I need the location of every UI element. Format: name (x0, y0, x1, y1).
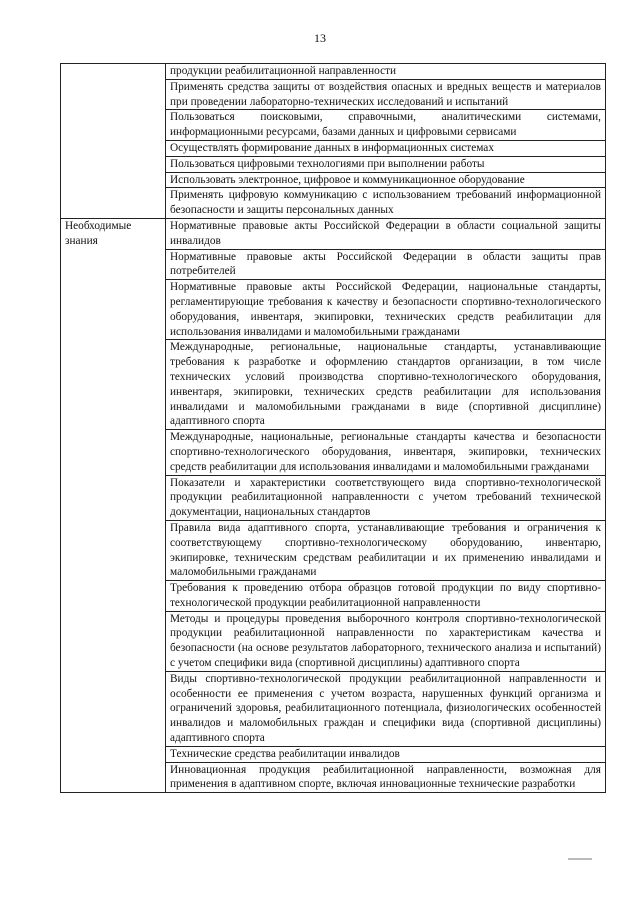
skill-item: Использовать электронное, цифровое и коммуникационное оборудование (166, 172, 606, 188)
table-row (61, 218, 606, 249)
skills-label-cell (61, 64, 166, 219)
skill-item: Пользоваться цифровыми технологиями при выполнении работы (166, 156, 606, 172)
competency-table (60, 63, 606, 793)
skill-item: продукции реабилитационной направленности (166, 64, 606, 80)
skill-item: Применять средства защиты от воздействия опасных и вредных веществ и материалов при проведении лабораторно-технических исследований и испытаний (166, 79, 606, 110)
knowledge-item: Нормативные правовые акты Российской Федерации в области социальной защиты инвалидов (166, 218, 606, 249)
knowledge-item: Международные, региональные, национальные стандарты, устанавливающие требования к разработке и оформлению стандартов организации, в том числе технических условий производства спортивно-технологического оборудования, инвентаря, экипировки, технических средств реабилитации для использования инвалидами и маломобильными гражданами в виде (спортивной дисциплине) адаптивного спорта (166, 340, 606, 430)
knowledge-item: Показатели и характеристики соответствующего вида спортивно-технологической продукции реабилитационной направленности с учетом требований технической документации, национальных стандартов (166, 475, 606, 520)
scan-mark (568, 858, 592, 860)
skill-item: Применять цифровую коммуникацию с использованием требований информационной безопасности и защиты персональных данных (166, 188, 606, 219)
table-row (61, 64, 606, 80)
knowledge-item: Нормативные правовые акты Российской Федерации, национальные стандарты, регламентирующие требования к качеству и безопасности спортивно-технологического оборудования, инвентаря, экипировки, технических средств реабилитации для использования инвалидами и маломобильными гражданами (166, 280, 606, 340)
knowledge-item: Нормативные правовые акты Российской Федерации в области защиты прав потребителей (166, 249, 606, 280)
skill-item: Осуществлять формирование данных в информационных системах (166, 140, 606, 156)
skill-item: Пользоваться поисковыми, справочными, аналитическими системами, информационными ресурсами, базами данных и цифровыми сервисами (166, 110, 606, 141)
page-number: 13 (314, 31, 326, 45)
knowledge-item: Виды спортивно-технологической продукции реабилитационной направленности и особенности ее применения с учетом возраста, нарушенных функций организма и ограничений здоровья, реабилитационного потенциала, физиологических особенностей инвалидов и маломобильных граждан и специфики вида (спортивной дисциплины) адаптивного спорта (166, 671, 606, 746)
knowledge-item: Методы и процедуры проведения выборочного контроля спортивно-технологической продукции реабилитационной направленности по характеристикам качества и безопасности (на основе результатов лабораторного, технического анализа и испытаний) с учетом специфики вида (спортивной дисциплины) адаптивного спорта (166, 611, 606, 671)
knowledge-item: Технические средства реабилитации инвалидов (166, 746, 606, 762)
knowledge-item: Требования к проведению отбора образцов готовой продукции по виду спортивно-технологической продукции реабилитационной направленности (166, 581, 606, 612)
knowledge-label-cell: Необходимые знания (61, 218, 166, 792)
knowledge-item: Международные, национальные, региональные стандарты качества и безопасности спортивно-технологического оборудования, инвентаря, экипировки, технических средств реабилитации для использования инвалидами и маломобильными гражданами (166, 430, 606, 475)
knowledge-item: Правила вида адаптивного спорта, устанавливающие требования и ограничения к соответствующему спортивно-технологическому оборудованию, инвентарю, экипировке, техническим средствам реабилитации и их применению инвалидами и маломобильными гражданами (166, 520, 606, 580)
knowledge-item: Инновационная продукция реабилитационной направленности, возможная для применения в адаптивном спорте, включая инновационные технические разработки (166, 762, 606, 793)
